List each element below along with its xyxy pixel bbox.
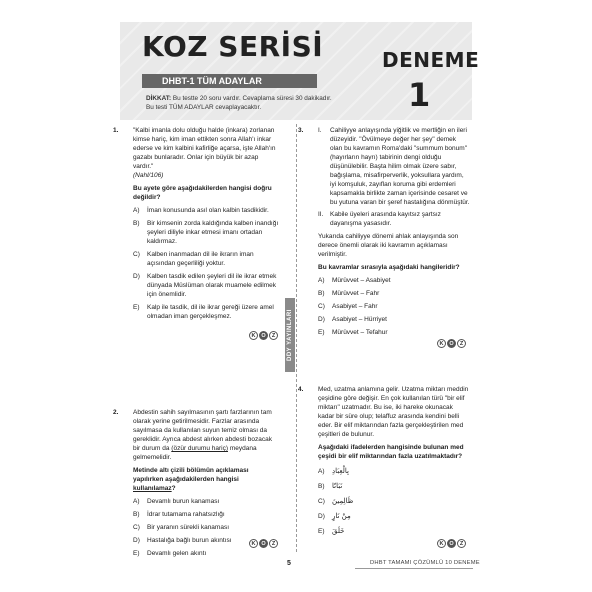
option-b[interactable]: B) نَبَاتًا (318, 482, 343, 490)
option-c[interactable]: C) ظَالِمِينَ (318, 497, 354, 505)
option-c[interactable]: C) Kalben inanmadan dil ile ikrarın iman açısından geçerliliği yoktur. (133, 251, 254, 267)
footer-rule (355, 568, 473, 569)
option-c[interactable]: C) Bir yaranın sürekli kanaması (133, 524, 230, 531)
option-c[interactable]: C) Asabiyet – Fahr (318, 303, 378, 310)
deneme-number: 1 (408, 76, 431, 114)
question-ask: Aşağıdaki ifadelerden hangisinde bulunan med çeşidi bir elif miktarından fazla uzatılmaktadır? (318, 444, 464, 460)
option-d[interactable]: D) Asabiyet – Hürriyet (318, 316, 387, 323)
option-a[interactable]: A) İman konusunda asıl olan kalbin tasdikidir. (133, 207, 269, 214)
statement-ii: II. Kabile üyeleri arasında kayıtsız şartsız dayanışma yasasıdır. (318, 211, 441, 227)
koz-badge-icon: K O Z (437, 339, 466, 348)
question-ask: Metinde altı çizili bölümün açıklaması yapılırken aşağıdakilerden hangisi kullanılamaz? (133, 467, 249, 492)
option-e[interactable]: E) Devamlı gelen akıntı (133, 550, 207, 557)
question-ask: Bu kavramlar sırasıyla aşağıdaki hangileridir? (318, 264, 460, 271)
question-stem: Abdestin sahih sayılmasının şartı farzlarının tam olarak yerine getirilmesidir. Farzlar arasında sayılmasa da kullanılan suyun temiz olması da gereklidir. Ayrıca abdest alırken abdesti bozacak bir durum da (özür durumu hariç) meydana gelmemelidir. (133, 409, 272, 461)
question-4 (298, 385, 470, 536)
statement-i: I. Cahiliyye anlayışında yiğitlik ve mertliğin en ileri düzeyidir. "Övülmeye değer her şey" demek olan bu kavramın Roma'daki "summum bonum" (hayırların hayrı) tabirinin dengi olduğu düşünülebilir. Başta hilim olmak üzere sabır, bağışlama, misafirperverlik, yoksullara yardım, iyi komşuluk, zayıflan koruma gibi erdemleri kapsamakla birlikte zaman içerisinde cesaret ve bu yutuna varan bir şeref hastalığına dönmüştür. (318, 127, 470, 206)
notice (146, 94, 346, 112)
koz-badge-icon: K O Z (249, 539, 278, 548)
question-stem: Med, uzatma anlamına gelir. Uzatma miktarı meddin çeşidine göre değişir. En çok kullanılan türü "bir elif miktarı" uzatmadır. Bu ise, iki hareke okunacak kadar bir süre olup; telaffuz arasında kendini belli eder. Bir elif miktarından fazla gerçekleştirilen med çeşitleri de bulunur. (318, 386, 469, 438)
option-e[interactable]: E) Mürüvvet – Tefahur (318, 329, 388, 336)
option-b[interactable]: B) Mürüvvet – Fahr (318, 290, 380, 297)
column-divider (296, 124, 297, 552)
option-a[interactable]: A) Devamlı burun kanaması (133, 498, 220, 505)
koz-badge-icon: K O Z (437, 539, 466, 548)
question-number: 1. (113, 127, 119, 134)
option-a[interactable]: A) Mürüvvet – Asabiyet (318, 277, 391, 284)
option-b[interactable]: B) Bir kimsenin zorda kaldığında kalben inandığı şeyleri diliyle inkar etmesi imanı ortadan kaldırmaz. (133, 220, 279, 245)
notice-line1: Bu testte 20 soru vardır. Cevaplama süresi 30 dakikadır. (171, 95, 332, 102)
question-1 (113, 126, 279, 321)
option-a[interactable]: A) بِالْعِبَادِ (318, 467, 349, 475)
koz-badge-icon: K O Z (249, 331, 278, 340)
option-d[interactable]: D) Kalben tasdik edilen şeyleri dil ile ikrar etmek dünyada Müslüman olarak muamele edilmek için önemlidir. (133, 273, 277, 298)
exam-subtitle-bar: DHBT-1 TÜM ADAYLAR (142, 74, 317, 88)
option-e[interactable]: E) خَلَقَ (318, 527, 345, 535)
question-stem: "Kalbi imanla dolu olduğu halde (inkara) zorlanan kimse hariç, kim iman ettikten sonra Allah'ı inkar ederse ve kim kalbini kafirliğe açarsa, işte Allah'ın gazabı bunlaradır. Onlar için büyük bir azap vardır." (133, 127, 276, 170)
option-d[interactable]: D) مِنْ نَارٍ (318, 512, 351, 520)
question-ask: Bu ayete göre aşağıdakilerden hangisi doğru değildir? (133, 185, 272, 201)
page-number: 5 (287, 560, 291, 567)
series-title: KOZ SERİSİ (142, 30, 324, 63)
question-number: 3. (298, 127, 304, 134)
question-3 (298, 126, 470, 337)
question-2 (113, 408, 279, 558)
question-middle: Yukarıda cahiliyye dönemi ahlak anlayışında son derece önemli olarak iki kavramın açıklaması verilmiştir. (318, 233, 459, 258)
option-b[interactable]: B) İdrar tutamama rahatsızlığı (133, 511, 225, 518)
question-source: (Nahl/106) (133, 172, 164, 179)
question-number: 2. (113, 409, 119, 416)
question-number: 4. (298, 386, 304, 393)
deneme-label: DENEME (382, 48, 480, 72)
option-e[interactable]: E) Kalp ile tasdik, dil ile ikrar gereği üzere amel olmadan iman gerçekleşmez. (133, 304, 274, 320)
notice-line2: Bu testi TÜM ADAYLAR cevaplayacaktır. (146, 104, 262, 111)
footer-text: DHBT TAMAMI ÇÖZÜMLÜ 10 DENEME (370, 560, 480, 566)
notice-label: DİKKAT: (146, 95, 172, 102)
publisher-side-tab: DDY YAYINLARI (285, 298, 295, 372)
option-d[interactable]: D) Hastalığa bağlı burun akıntısı (133, 537, 232, 544)
